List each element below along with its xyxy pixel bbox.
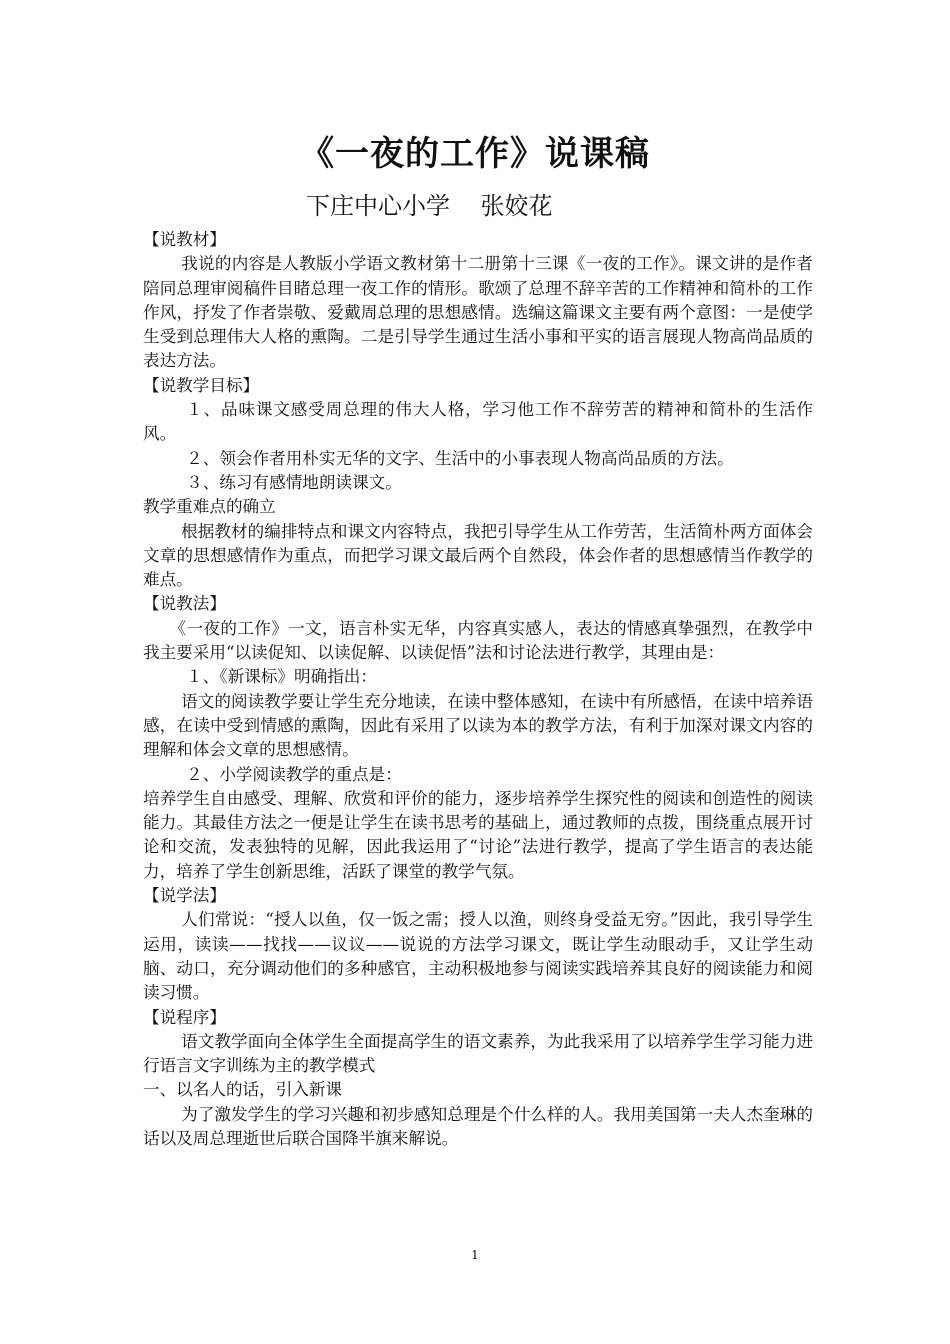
body-paragraph: 为了激发学生的学习兴趣和初步感知总理是个什么样的人。我用美国第一夫人杰奎琳的话以及周总理逝世后联合国降半旗来解说。 <box>143 1104 813 1148</box>
body-paragraph: 《一夜的工作》一文，语言朴实无华，内容真实感人，表达的情感真挚强烈，在教学中我主要采用“以读促知、以读促解、以读促悟”法和讨论法进行教学，其理由是： <box>143 618 813 663</box>
document-body <box>143 228 813 1151</box>
document-title: 《一夜的工作》说课稿 <box>300 134 650 174</box>
body-paragraph: 语文教学面向全体学生全面提高学生的语文素养，为此我采用了以培养学生学习能力进行语言文字训练为主的教学模式 <box>143 1031 813 1076</box>
method-reason-1: １、《新课标》明确指出： <box>186 667 377 687</box>
section-heading-teaching-method: 【说教法】 <box>143 594 226 614</box>
section-heading-learning-method: 【说学法】 <box>143 886 226 906</box>
body-paragraph: 语文的阅读教学要让学生充分地读，在读中整体感知，在读中有所感悟，在读中培养语感，在读中受到情感的熏陶，因此有采用了以读为本的教学方法，有利于加深对课文内容的理解和体会文章的思想感情。 <box>143 691 813 760</box>
goal-item-2: ２、领会作者用朴实无华的文字、生活中的小事表现人物高尚品质的方法。 <box>186 448 734 468</box>
section-heading-textbook: 【说教材】 <box>143 230 226 249</box>
subheading-key-points: 教学重难点的确立 <box>143 497 276 517</box>
section-heading-procedure: 【说程序】 <box>143 1007 226 1027</box>
method-reason-2: ２、小学阅读教学的重点是： <box>186 764 402 784</box>
body-paragraph: 人们常说：“授人以鱼，仅一饭之需；授人以渔，则终身受益无穷。”因此，我引导学生运用，读读——找找——议议——说说的方法学习课文，既让学生动眼动手，又让学生动脑、动口，充分调动他们的多种感官，主动积极地参与阅读实践培养其良好的阅读能力和阅读习惯。 <box>143 910 813 1003</box>
body-paragraph: 根据教材的编排特点和课文内容特点，我把引导学生从工作劳苦，生活简朴两方面体会文章的思想感情作为重点，而把学习课文最后两个自然段，体会作者的思想感情当作教学的难点。 <box>143 521 813 590</box>
body-paragraph: 我说的内容是人教版小学语文教材第十二册第十三课《一夜的工作》。课文讲的是作者陪同总理审阅稿件目睹总理一夜工作的情形。歌颂了总理不辞辛苦的工作精神和简朴的工作作风，抒发了作者崇敬、爱戴周总理的思想感情。选编这篇课文主要有两个意图：一是使学生受到总理伟大人格的熏陶。二是引导学生通过生活小事和平实的语言展现人物高尚品质的表达方法。 <box>143 254 813 371</box>
author-line: 下庄中心小学 张姣花 <box>306 192 553 220</box>
body-paragraph: 培养学生自由感受、理解、欣赏和评价的能力，逐步培养学生探究性的阅读和创造性的阅读能力。其最佳方法之一便是让学生在读书思考的基础上，通过教师的点拨，围绕重点展开讨论和交流，发表独特的见解，因此我运用了“讨论”法进行教学，提高了学生语言的表达能力，培养了学生创新思维，活跃了课堂的教学气氛。 <box>143 788 813 881</box>
procedure-step-1: 一、以名人的话，引入新课 <box>143 1080 343 1100</box>
goal-item-3: ３、练习有感情地朗读课文。 <box>186 472 402 492</box>
page-number: 1 <box>471 1248 479 1262</box>
section-heading-teaching-goals: 【说教学目标】 <box>143 375 260 395</box>
goal-item-1: １、品味课文感受周总理的伟大人格，学习他工作不辞劳苦的精神和简朴的生活作风。 <box>143 400 813 444</box>
